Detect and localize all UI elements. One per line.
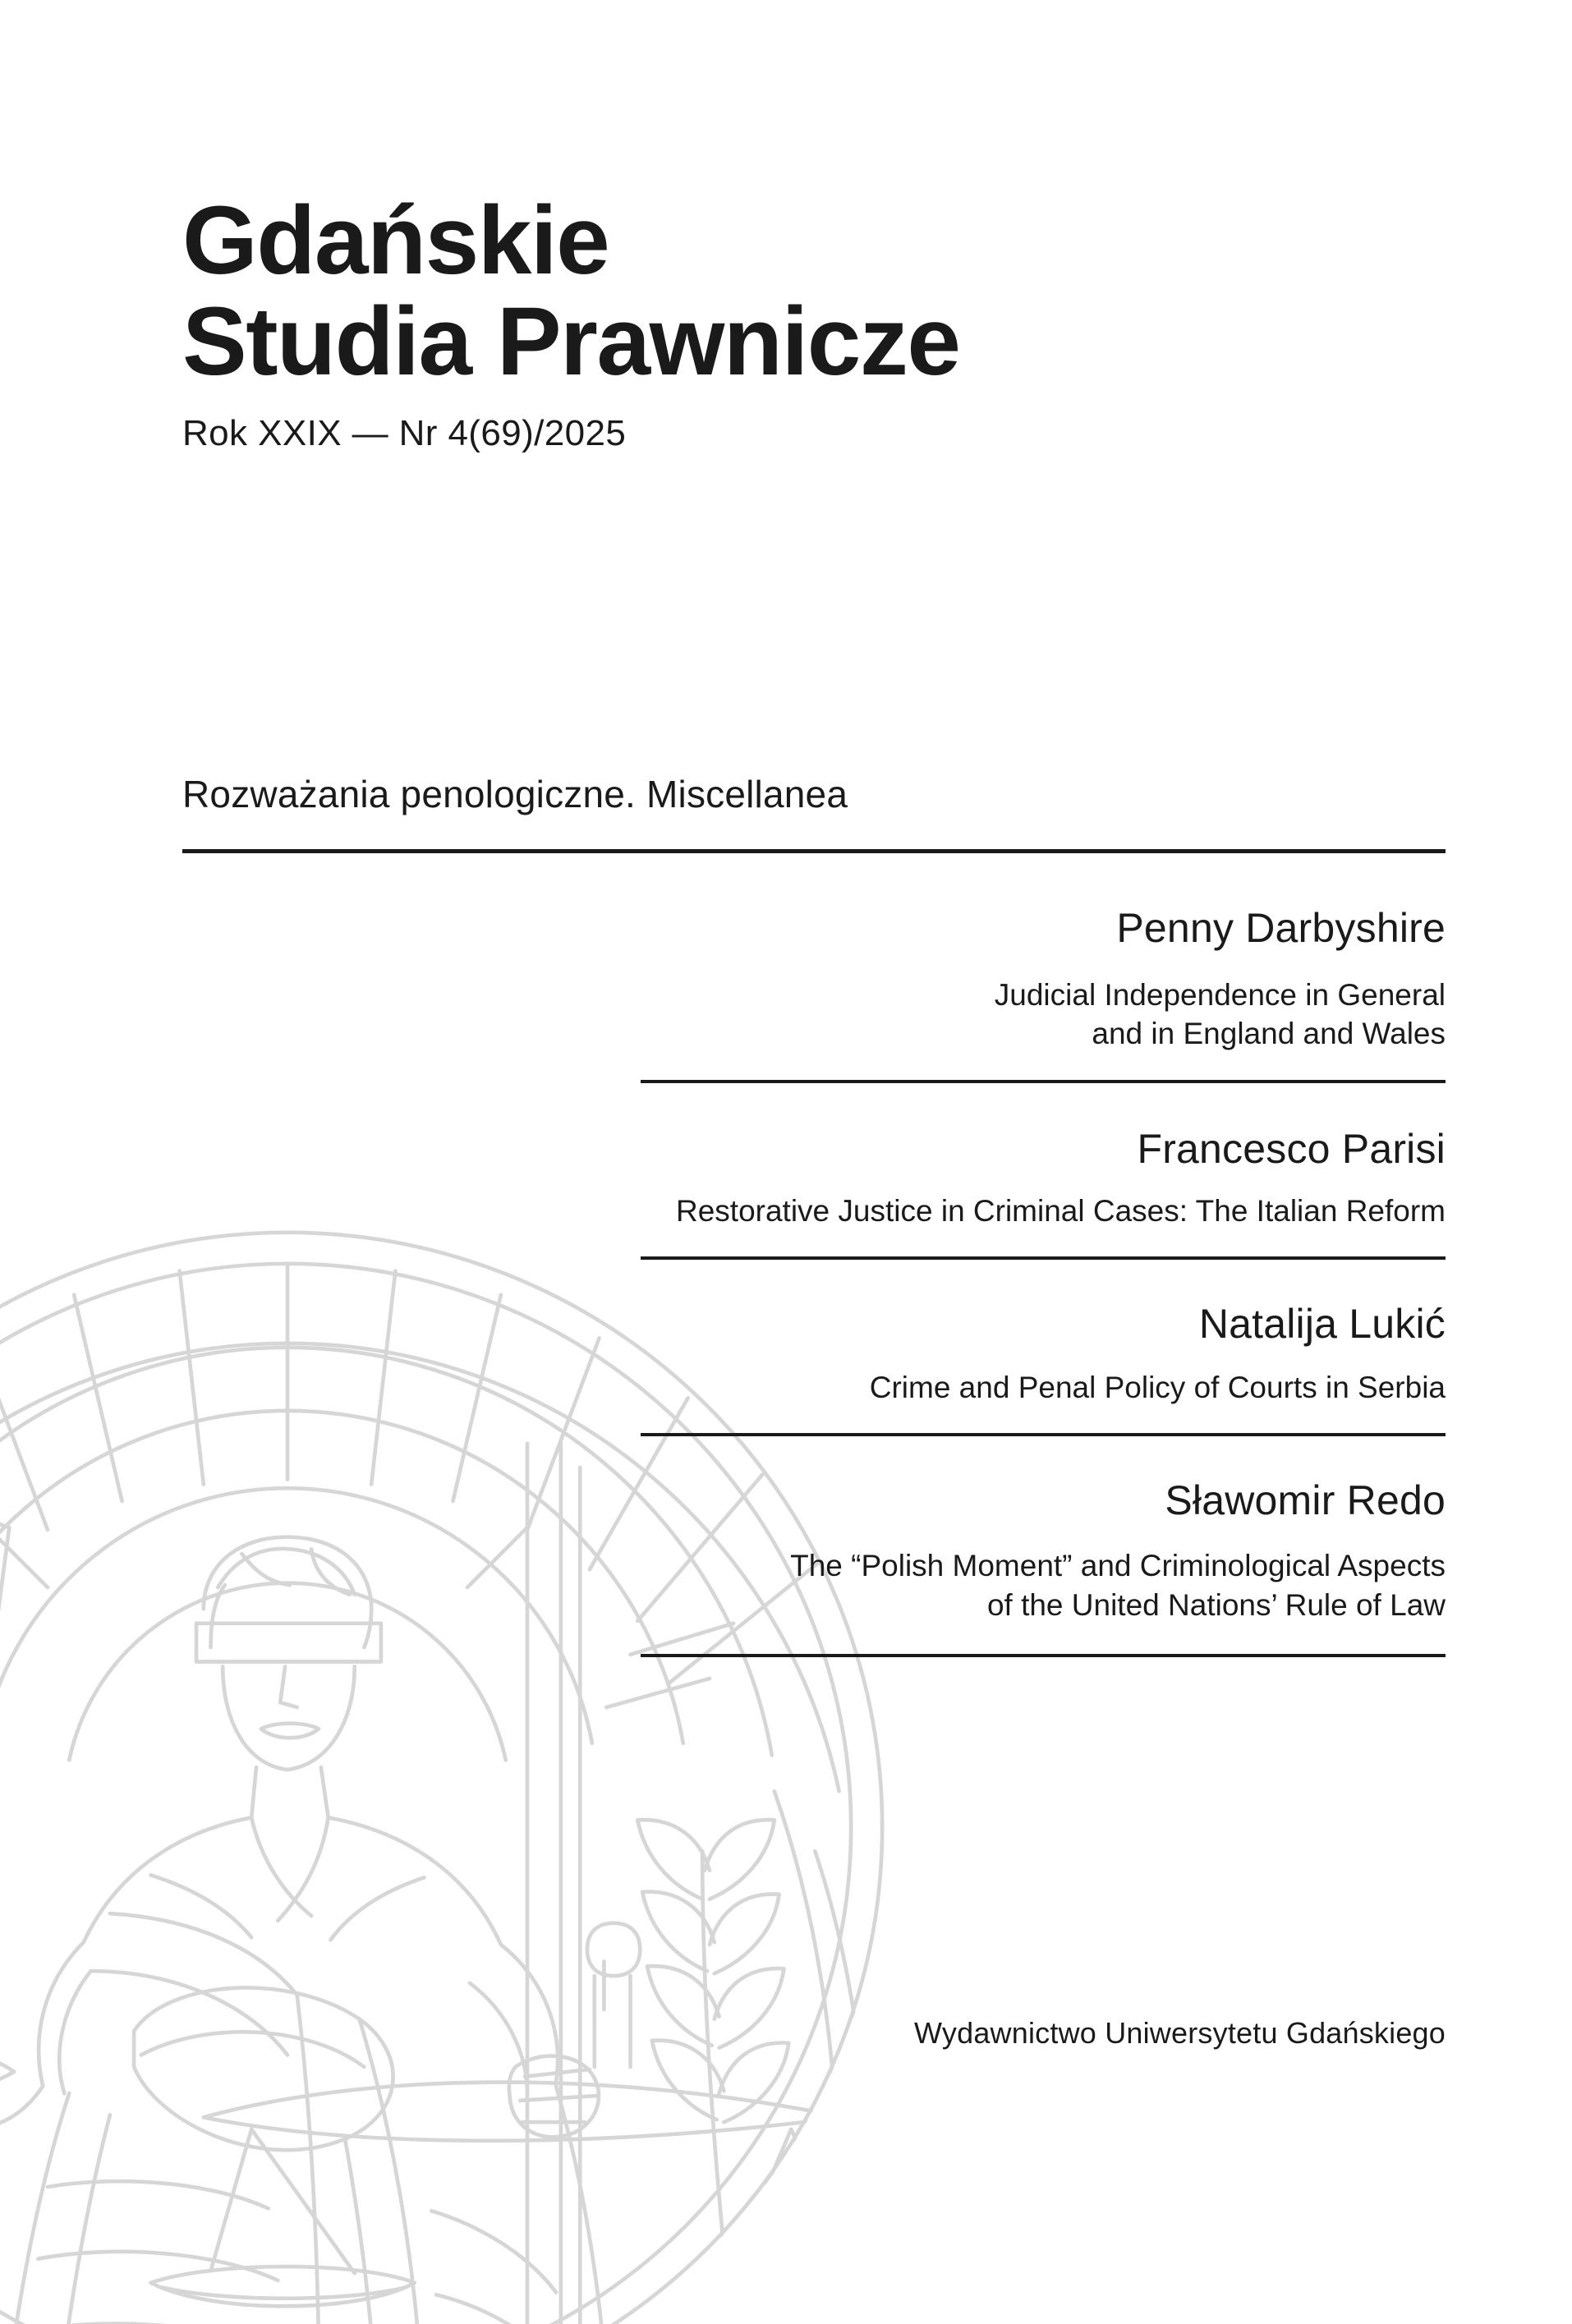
entry-title-line: The “Polish Moment” and Criminological Aspects [790, 1549, 1446, 1583]
entry-divider [641, 1433, 1446, 1436]
entry-divider [641, 1080, 1446, 1083]
entry-title-line: Restorative Justice in Criminal Cases: The Italian Reform [676, 1193, 1446, 1228]
contents-entry[interactable] [641, 1301, 1446, 1436]
entry-title [641, 1368, 1446, 1407]
entry-title [641, 1546, 1446, 1624]
entry-divider [641, 1256, 1446, 1260]
contents-entry[interactable] [641, 905, 1446, 1083]
contents-entry[interactable] [641, 1126, 1446, 1260]
journal-title-line-2: Studia Prawnicze [182, 287, 960, 396]
section-heading: Rozważania penologiczne. Miscellanea [182, 773, 848, 815]
entry-title [641, 1192, 1446, 1230]
entry-author: Francesco Parisi [1137, 1125, 1446, 1172]
contents-list [641, 905, 1446, 1657]
contents-entry[interactable] [641, 1477, 1446, 1657]
entry-author: Sławomir Redo [1165, 1477, 1446, 1524]
entry-divider [641, 1654, 1446, 1657]
publisher-name: Wydawnictwo Uniwersytetu Gdańskiego [914, 2016, 1446, 2050]
entry-author: Natalija Lukić [1198, 1301, 1446, 1348]
entry-title-line: of the United Nations’ Rule of Law [986, 1587, 1446, 1622]
masthead [182, 186, 960, 454]
entry-title-line: and in England and Wales [1092, 1017, 1446, 1051]
section-heading-block [182, 772, 1446, 853]
entry-author: Penny Darbyshire [1116, 905, 1446, 951]
issue-number: Rok XXIX — Nr 4(69)/2025 [182, 413, 627, 454]
entry-title-line: Judicial Independence in General [994, 978, 1446, 1012]
entry-title [641, 976, 1446, 1054]
entry-title-line: Crime and Penal Policy of Courts in Serbia [869, 1371, 1446, 1405]
journal-title-line-1: Gdańskie [182, 186, 609, 295]
section-divider [182, 849, 1446, 853]
